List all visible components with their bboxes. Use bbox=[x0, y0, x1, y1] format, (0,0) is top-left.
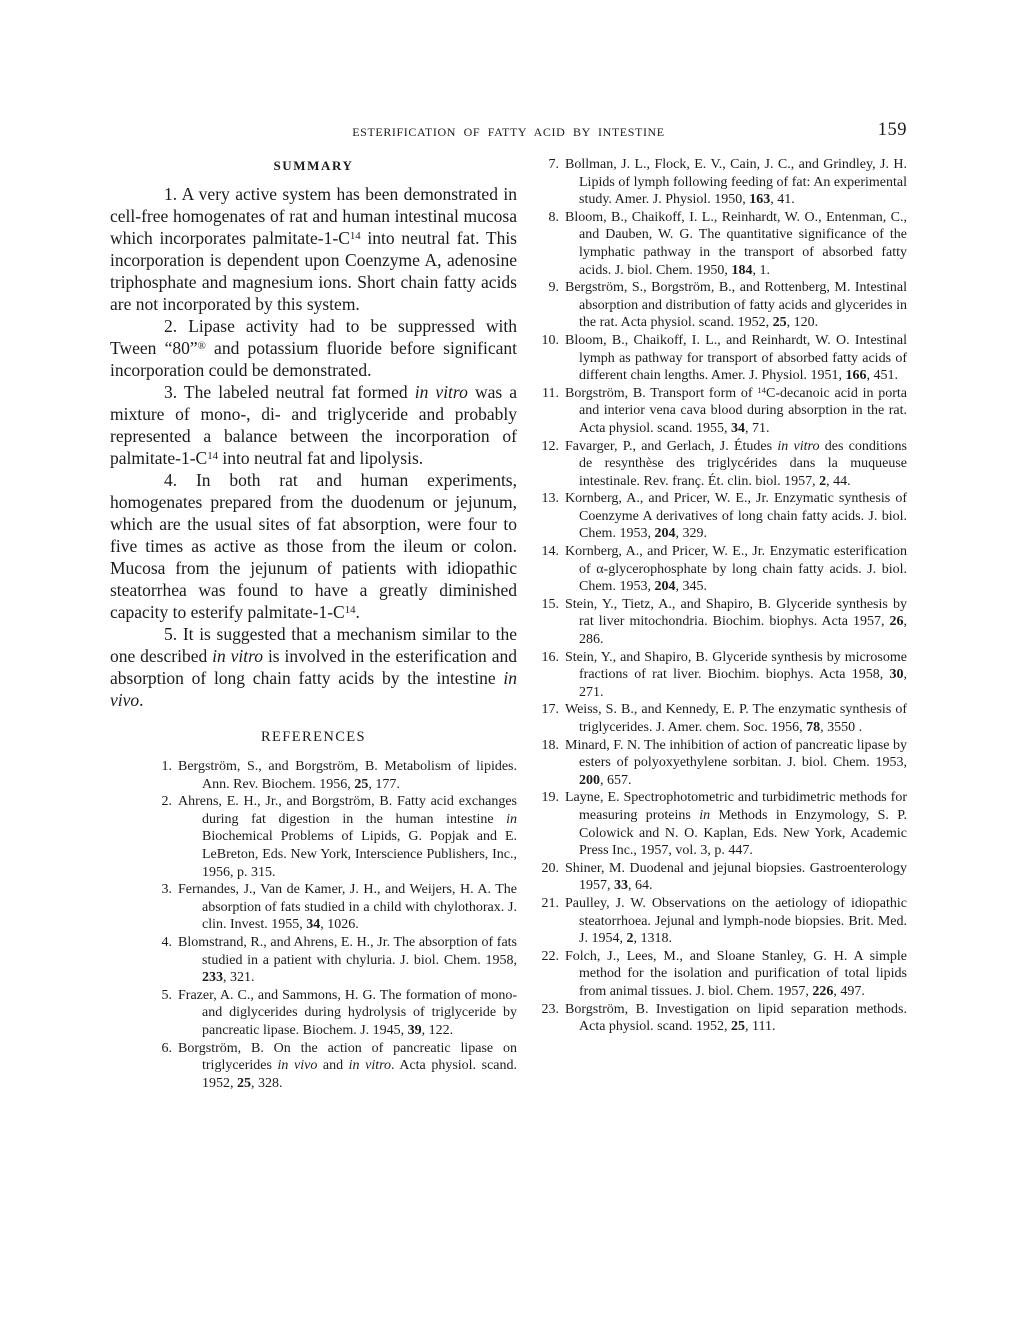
reference-number: 3. bbox=[161, 882, 172, 898]
reference-item bbox=[539, 490, 907, 543]
reference-item bbox=[539, 1001, 907, 1036]
reference-number: 17. bbox=[541, 702, 559, 718]
reference-number: 1. bbox=[161, 759, 172, 774]
reference-number: 12. bbox=[541, 438, 559, 454]
reference-item bbox=[539, 596, 907, 649]
reference-number: 14. bbox=[541, 544, 559, 560]
summary-paragraph: 3. The labeled neutral fat formed in vitro was a mixture of mono-, di- and triglyceride and probably represented a balance between the incorporation of palmitate-$1-C^{14}$ into neutral fat and lipolysis. bbox=[110, 382, 518, 468]
reference-item bbox=[539, 438, 907, 491]
reference-number: 2. bbox=[161, 794, 172, 810]
reference-item bbox=[539, 701, 907, 736]
reference-number: 4. bbox=[161, 934, 172, 950]
reference-number: 23. bbox=[541, 1001, 559, 1017]
reference-number: 11. bbox=[542, 385, 559, 401]
reference-text: Layne, E. Spectrophotometric and turbidimetric methods for measuring proteins in Methods in Enzymology, S. P. Colowick and N. O. Kaplan, Eds. New York, Academic Press Inc., 1957, vol. 3, p. 447. bbox=[565, 790, 908, 859]
reference-number: 6. bbox=[161, 1040, 172, 1056]
reference-text: Favarger, P., and Gerlach, J. Études in vitro des conditions de resynthèse des triglycérides dans la muqueuse intestinale. Rev. franç. Ét. clin. biol. 1957, 2, 44. bbox=[565, 438, 908, 489]
reference-text: Minard, F. N. The inhibition of action of pancreatic lipase by esters of polyoxyethylene sorbitan. J. biol. Chem. 1953, 200, 657. bbox=[565, 737, 907, 788]
left-column bbox=[110, 156, 517, 1092]
reference-text: Bergström, S., and Borgström, B. Metabolism of lipides. Ann. Rev. Biochem. 1956, 25, 177. bbox=[178, 759, 517, 792]
reference-text: Stein, Y., Tietz, A., and Shapiro, B. Glyceride synthesis by rat liver mitochondria. Biochim. biophys. Acta 1957, 26, 286. bbox=[565, 596, 907, 648]
reference-item bbox=[539, 332, 907, 385]
reference-item bbox=[148, 934, 517, 987]
reference-text: Bollman, J. L., Flock, E. V., Cain, J. C., and Grindley, J. H. Lipids of lymph following feeding of fat: An experimental study. Amer. J. Physiol. 1950, 163, 41. bbox=[565, 157, 907, 208]
reference-number: 21. bbox=[541, 895, 559, 911]
summary-paragraphs bbox=[110, 183, 517, 711]
reference-item bbox=[539, 895, 907, 948]
reference-item bbox=[539, 279, 907, 332]
reference-text: Folch, J., Lees, M., and Sloane Stanley, G. H. A simple method for the isolation and purification of total lipids from animal tissues. J. biol. Chem. 1957, 226, 497. bbox=[565, 948, 907, 999]
two-column-body bbox=[110, 156, 907, 1092]
reference-text: Stein, Y., and Shapiro, B. Glyceride synthesis by microsome fractions of rat liver. Biochim. biophys. Acta 1958, 30, 271. bbox=[565, 649, 907, 700]
reference-text: Weiss, S. B., and Kennedy, E. P. The enzymatic synthesis of triglycerides. J. Amer. chem. Soc. 1956, 78, 3550 . bbox=[565, 702, 907, 735]
reference-item bbox=[539, 737, 907, 790]
reference-text: Fernandes, J., Van de Kamer, J. H., and Weijers, H. A. The absorption of fats studied in a child with chylothorax. J. clin. Invest. 1955, 34, 1026. bbox=[178, 882, 517, 933]
reference-text: Paulley, J. W. Observations on the aetiology of idiopathic steatorrhoea. Jejunal and lymph-node biopsies. Brit. Med. J. 1954, 2, 1318. bbox=[565, 895, 907, 947]
running-head-title: ESTERIFICATION OF FATTY ACID BY INTESTINE bbox=[352, 125, 665, 139]
references-list-left bbox=[148, 758, 517, 1092]
reference-text: Kornberg, A., and Pricer, W. E., Jr. Enzymatic esterification of α-glycerophosphate by long chain fatty acids. J. biol. Chem. 1953, 204, 345. bbox=[565, 544, 907, 595]
reference-item bbox=[148, 881, 517, 934]
summary-heading: SUMMARY bbox=[273, 158, 354, 173]
reference-text: Ahrens, E. H., Jr., and Borgström, B. Fatty acid exchanges during fat digestion in the human intestine in Biochemical Problems of Lipids, G. Popjak and E. LeBreton, Eds. New York, Interscience Publishers, Inc., 1956, p. 315. bbox=[178, 794, 517, 880]
reference-number: 19. bbox=[541, 790, 559, 806]
reference-item bbox=[539, 543, 907, 596]
reference-number: 5. bbox=[161, 987, 172, 1003]
reference-number: 13. bbox=[541, 491, 559, 507]
reference-text: Borgström, B. On the action of pancreatic lipase on triglycerides in vivo and in vitro. Acta physiol. scand. 1952, 25, 328. bbox=[178, 1040, 517, 1091]
reference-item bbox=[539, 385, 907, 438]
reference-item bbox=[539, 156, 907, 209]
reference-number: 8. bbox=[548, 209, 559, 225]
reference-number: 9. bbox=[548, 280, 559, 296]
reference-text: Frazer, A. C., and Sammons, H. G. The formation of mono- and diglycerides during hydrolysis of triglyceride by pancreatic lipase. Biochem. J. 1945, 39, 122. bbox=[178, 987, 517, 1038]
reference-item bbox=[539, 789, 907, 859]
reference-item bbox=[539, 209, 907, 279]
reference-number: 22. bbox=[541, 948, 559, 964]
reference-number: 20. bbox=[541, 860, 559, 876]
summary-paragraph: 5. It is suggested that a mechanism similar to the one described in vitro is involved in the esterification and absorption of long chain fatty acids by the intestine in vivo. bbox=[110, 624, 517, 710]
right-column bbox=[539, 156, 907, 1036]
summary-paragraph: 4. In both rat and human experiments, homogenates prepared from the duodenum or jejunum, which are the usual sites of fat absorption, were four to five times as active as those from the ileum or colon. Mucosa from the jejunum of patients with idiopathic steatorrhea was found to have a greatly diminished capacity to esterify palmitate-$1-C^{14}$. bbox=[110, 470, 517, 622]
reference-text: Borgström, B. Investigation on lipid separation methods. Acta physiol. scand. 1952, 25, 111. bbox=[565, 1001, 907, 1035]
reference-item bbox=[148, 1040, 517, 1093]
summary-paragraph: 1. A very active system has been demonstrated in cell-free homogenates of rat and human intestinal mucosa which incorporates palmitate-$1-C^{14}$ into neutral fat. This incorporation is dependent upon Coenzyme A, adenosine triphosphate and magnesium ions. Short chain fatty acids are not incorporated by this system. bbox=[110, 184, 517, 314]
reference-number: 15. bbox=[541, 596, 559, 612]
reference-number: 18. bbox=[541, 737, 559, 753]
references-list-right bbox=[539, 156, 907, 1036]
reference-item bbox=[539, 860, 907, 895]
reference-number: 16. bbox=[541, 649, 559, 665]
reference-number: 10. bbox=[541, 332, 559, 348]
running-head bbox=[110, 122, 907, 144]
reference-text: Bloom, B., Chaikoff, I. L., Reinhardt, W. O., Entenman, C., and Dauben, W. G. The quantitative significance of the lymphatic pathway in the transport of absorbed fatty acids. J. biol. Chem. 1950, 184, 1. bbox=[565, 209, 907, 278]
reference-item bbox=[148, 793, 517, 881]
reference-item bbox=[148, 987, 517, 1040]
summary-paragraph: 2. Lipase activity had to be suppressed with Tween “80”® and potassium fluoride before significant incorporation could be demonstrated. bbox=[110, 316, 517, 380]
reference-number: 7. bbox=[548, 157, 559, 172]
references-heading: REFERENCES bbox=[260, 729, 367, 745]
reference-item bbox=[148, 758, 517, 793]
reference-text: Bloom, B., Chaikoff, I. L., and Reinhardt, W. O. Intestinal lymph as pathway for transport of absorbed fatty acids of different chain lengths. Amer. J. Physiol. 1951, 166, 451. bbox=[565, 332, 907, 384]
reference-text: Borgström, B. Transport form of $^{14}$C-decanoic acid in porta and interior vena cava blood during absorption in the rat. Acta physiol. scand. 1955, 34, 71. bbox=[565, 384, 907, 436]
reference-item bbox=[539, 948, 907, 1001]
reference-text: Bergström, S., Borgström, B., and Rottenberg, M. Intestinal absorption and distribution of fatty acids and glycerides in the rat. Acta physiol. scand. 1952, 25, 120. bbox=[565, 280, 907, 331]
reference-text: Shiner, M. Duodenal and jejunal biopsies. Gastroenterology 1957, 33, 64. bbox=[565, 860, 907, 894]
reference-text: Kornberg, A., and Pricer, W. E., Jr. Enzymatic synthesis of Coenzyme A derivatives of long chain fatty acids. J. biol. Chem. 1953, 204, 329. bbox=[565, 491, 907, 542]
reference-item bbox=[539, 649, 907, 702]
reference-text: Blomstrand, R., and Ahrens, E. H., Jr. The absorption of fats studied in a patient with chyluria. J. biol. Chem. 1958, 233, 321. bbox=[178, 934, 517, 986]
page-number: 159 bbox=[877, 120, 907, 140]
